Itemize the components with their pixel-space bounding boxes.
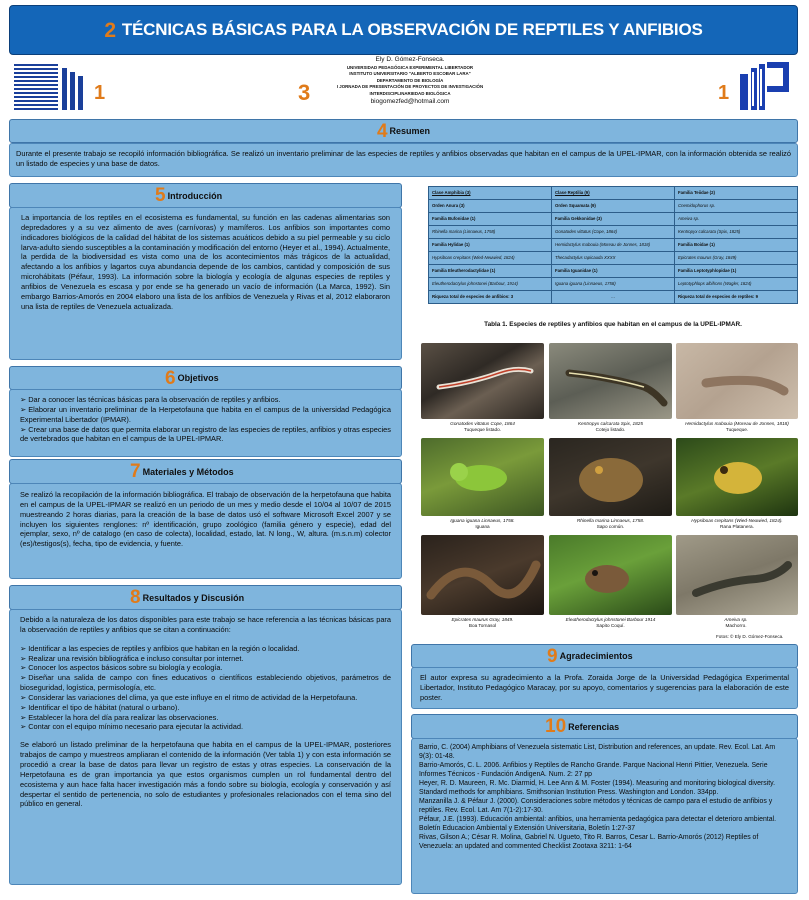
lizard-icon — [549, 343, 672, 419]
frog-icon — [676, 438, 798, 516]
materiales-heading-text: Materiales y Métodos — [142, 466, 234, 477]
table-cell: Familia Eleutherodactylidae (1) — [429, 265, 552, 278]
photo-epicrates — [421, 535, 544, 615]
photo-hemidactylus — [676, 343, 798, 419]
lizard-icon — [676, 535, 798, 615]
tecnica-item: ➢ Identificar el tipo de hábitat (natural o urbano). — [20, 703, 391, 713]
resumen-heading-text: Resumen — [389, 126, 431, 136]
tecnica-item: ➢ Contar con el equipo mínimo necesario para ejecutar la actividad. — [20, 722, 391, 732]
tecnica-item: ➢ Establecer la hora del día para realizar las observaciones. — [20, 713, 391, 723]
table-caption: Tabla 1. Especies de reptiles y anfibios que habitan en el campus de la UPEL-IPMAR. — [484, 321, 742, 328]
referencias-heading — [411, 714, 798, 739]
objetivo-item: ➢ Elaborar un inventario preliminar de la Herpetofauna que habita en el campus de la universidad Pedagógica Experimental Libertador (IPMAR). — [20, 405, 391, 425]
snake-icon — [421, 535, 544, 615]
photo-caption-title: Ameiva sp. — [724, 617, 748, 622]
table-row — [429, 226, 798, 239]
agradecimientos-number: 9 — [547, 645, 558, 667]
reference-item: Heyer, R. D. Maureen, R. Mc. Diarmid, H. Lee Ann & M. Foster (1994). Measuring and monitoring biological diversity. Standard methods for amphibians. Smithsonian Institution Press. Washington and London. 334pp. — [419, 779, 776, 796]
materiales-panel — [9, 483, 402, 579]
table-cell: Thecadactylus rapicauda XXXX — [552, 252, 675, 265]
photo-caption — [706, 617, 766, 628]
materiales-number: 7 — [130, 461, 141, 482]
referencias-heading-text: Referencias — [568, 721, 620, 732]
tecnica-item: ➢ Realizar una revisión bibliográfica e incluso consultar por internet. — [20, 654, 391, 664]
table-cell: Orden Squamata (9) — [552, 200, 675, 213]
photo-caption-sub: Cotejo listado. — [595, 426, 626, 432]
agradecimientos-heading-text: Agradecimientos — [559, 651, 633, 661]
table-cell: Leptotyphlops albifrons (Wagler, 1824) — [675, 278, 798, 291]
resumen-panel — [9, 143, 798, 177]
affiliation-3: DEPARTAMENTO DE BIOLOGÍA — [376, 77, 444, 83]
table-cell: Familia Gekkonidae (3) — [552, 213, 675, 226]
author-number: 3 — [298, 80, 311, 105]
affiliation-5: INTERDISCIPLINARIEDAD BIOLÓGICA — [369, 90, 451, 96]
affiliation-1: UNIVERSIDAD PEDAGÓGICA EXPERIMENTAL LIBERTADOR — [346, 65, 474, 70]
photo-caption — [421, 617, 544, 628]
resultados-closing: Se elaboró un listado preliminar de la herpetofauna que habita en el campus de la UPEL-IPMAR, posteriores trabajos de campo y muestreos ampliaran el contenido de la información (Ver tabla 1) y con esta información se procedió a crear la base de datos para llevar un registro de estas y otras especies. La conservación de la Herpetofauna es de gran importancia ya que estos organismos cumplen un rol fundamental dentro del ecosistema y aun hace falta hacer investigación más a fondo sobre su biología, ecología y conservación y así despertar el sentido de pertenencia, no solo de estudiantes y profesionales relacionados con el tema sino del público en general. — [20, 740, 391, 809]
materiales-text: Se realizó la recopilación de la información bibliográfica. El trabajo de observación de la herpetofauna que habita en el campus de la UPEL-IPMAR se realizó en un periodo de un mes y medio desde el 10/04 al 10/07 de 2015 muestreando 2 horas diarias, para la creación de la base de datos usó el software Microsoft Excel 2007 y se incluyen los siguientes renglones: nº identificación, grupo zoológico (familia género y especie), edad del ejemplar, sexo, nº de catalogo (en caso de colecta), localidad, estado, lat. N long., W, altura. (m.s.n.m) colector (es)/testigos(s), fecha, tipo de evidencia, y fuente. — [20, 490, 391, 549]
objetivos-heading-text: Objetivos — [177, 373, 219, 383]
agradecimientos-panel — [411, 667, 798, 709]
table-row — [429, 187, 798, 200]
resultados-number: 8 — [130, 587, 141, 608]
author-name: Ely D. Gómez-Fonseca. — [375, 56, 445, 63]
logo-right-number: 1 — [718, 82, 730, 104]
table-cell: Hypsiboas crepitans (Wied-Neuwied, 1824) — [429, 252, 552, 265]
photo-caption-title: Hypsiboas crepitans (Wied-Neuwied, 1824). — [691, 518, 783, 523]
photo-caption — [421, 518, 544, 529]
photo-gonatodes — [421, 343, 544, 419]
photo-ameiva — [676, 535, 798, 615]
objetivos-number: 6 — [165, 367, 176, 389]
photo-caption-sub: Sapo común. — [596, 523, 625, 529]
table-cell: Rhinella marina (Linnaeus, 1758) — [429, 226, 552, 239]
photo-caption-sub: Tuqueque. — [725, 426, 749, 432]
resumen-text: Durante el presente trabajo se recopiló información bibliográfica. Se realizó un inventario preliminar de las especies de reptiles y anfibios observadas que habitan en el campus de la UPEL-IPMAR, con la información obtenida se realizó un listado de especies y una base de datos. — [16, 149, 791, 168]
toad-icon — [549, 438, 672, 516]
photo-caption-sub: Iguana — [475, 523, 490, 529]
introduccion-heading — [9, 183, 402, 208]
reference-item: Barrio, C. (2004) Amphibians of Venezuela sistematic List, Distribution and references, an update. Rev. Ecol. Lat. Am 9(3): 01-48. — [419, 744, 776, 760]
resumen-number: 4 — [376, 120, 388, 142]
photo-caption-sub: Rana Platanera. — [720, 523, 754, 529]
species-table — [428, 186, 798, 304]
referencias-number: 10 — [545, 716, 567, 737]
reference-item: Barrio-Amorós, C. L. 2006. Anfibios y Reptiles de Rancho Grande. Parque Nacional Henri Pittier, Venezuela. Serie Informes Técnicos - Fundación AndigenA. Num. 2: 27 pp — [419, 761, 768, 778]
photo-caption — [549, 617, 672, 628]
introduccion-text: La importancia de los reptiles en el ecosistema es fundamental, su función en las cadenas alimentarias son depredadores y a su vez alimento de aves (carnívoras) y mamíferos. Los anfibios son importantes como indicadores biológicos de la calidad del hábitat de los sistemas acuáticos debido a su piel permeable y su ciclo larva-adulto siendo susceptibles a la contaminación y modificación del entorno (Heyer et al., 1994). Actualmente, la perdida de la biodiversidad es vista como una de los acontecimientos más trágicos de la actualidad, afectando a los anfibios y lagartos cuya abundancia depende de los cambios, cantidad y composición de sus microhábitats (Péfaur, 1993). La información sobre la biología y ecología de algunas especies de reptiles y anfibios de Venezuela es escasa y por ende se ha generado un vacío de información (La Marca, 1992). Sin embargo Barrios-Amorós en 2004 elaboro una lista de los anfibios de Venezuela y Rivas et al, 2012 elaboraron una lista de reptiles de Venezuela actualizada. — [21, 213, 390, 311]
tecnica-item: ➢ Considerar las variaciones del clima, ya que este influye en el ritmo de actividad de la Herpetofauna. — [20, 693, 391, 703]
table-row — [429, 213, 798, 226]
table-cell: Familia Teiidae (2) — [675, 187, 798, 200]
photo-kentropyx — [549, 343, 672, 419]
affiliation-4: I JORNADA DE PRESENTACIÓN DE PROYECTOS DE INVESTIGACIÓN — [336, 84, 484, 90]
photo-caption-title: Hemidactylus mabouia (Moreau de Jonnes, 1818) — [685, 421, 789, 426]
gecko-icon — [421, 343, 544, 419]
tecnica-item: ➢ Identificar a las especies de reptiles y anfibios que habitan en la región o localidad. — [20, 644, 391, 654]
table-cell: Familia Boidae (1) — [675, 239, 798, 252]
table-row — [429, 252, 798, 265]
photo-caption — [421, 421, 544, 432]
objetivos-panel — [9, 389, 402, 457]
introduccion-panel — [9, 207, 402, 360]
table-cell: Gonatodes vittatus (Cope, 1864) — [552, 226, 675, 239]
reference-item: Péfaur, J.E. (1993). Educación ambiental: anfibios, una herramienta pedagógica para detectar el deterioro ambiental. Boletín Educacion Ambiental y Extensión Universitaria, Boletín 1:27-37 — [419, 815, 777, 832]
objetivos-heading — [9, 366, 402, 390]
photo-credit: Fotos: © Ely D. Gómez-Fonseca. — [716, 634, 784, 639]
photo-caption-sub: Boa Tornasol — [468, 622, 497, 628]
poster-title — [9, 5, 798, 55]
photo-caption-sub: Tuqueque listado. — [463, 426, 502, 432]
photo-caption — [549, 421, 672, 432]
tecnica-item: ➢ Conocer los aspectos básicos sobre su biología y ecología. — [20, 663, 391, 673]
photo-caption-title: Eleutherodactylus johnstonei Barbour 1914 — [565, 617, 656, 622]
photo-caption-title: Rhinella marina Linnaeus, 1758. — [576, 518, 645, 523]
table-cell: Riqueza total de especies de reptiles: 9 — [675, 291, 798, 304]
reference-item: Manzanilla J. & Péfaur J. (2000). Consideraciones sobre métodos y técnicas de campo para el estudio de anfibios y reptiles. Rev. Ecol. Lat. Am 7(1-2):17-30. — [419, 797, 773, 814]
table-cell: Hemidactylus mabouia (Moreau de Jonnes, 1818) — [552, 239, 675, 252]
referencias-panel — [411, 738, 798, 894]
objetivo-item: ➢ Dar a conocer las técnicas básicas para la observación de reptiles y anfibios. — [20, 395, 391, 405]
photo-caption-title: Epicrates maurus Gray, 1849. — [451, 617, 514, 622]
photo-caption — [676, 518, 798, 529]
table-cell: Cnemidophorus sp. — [675, 200, 798, 213]
photo-caption-sub: Sapito Coquí. — [596, 622, 625, 628]
affiliation-2: INSTITUTO UNIVERSITARIO "ALBERTO ESCOBAR LARA" — [349, 71, 471, 77]
table-cell: Epicrates maurus (Gray, 1849) — [675, 252, 798, 265]
iguana-icon — [421, 438, 544, 516]
agradecimientos-heading — [411, 644, 798, 668]
frog-icon — [549, 535, 672, 615]
table-cell: Ameiva sp. — [675, 213, 798, 226]
ipmar-logo-icon — [736, 60, 794, 112]
author-email[interactable]: biogomezfed@hotmail.com — [370, 97, 450, 105]
table-cell: Riqueza total de especies de anfibios: 3 — [429, 291, 552, 304]
photo-caption — [549, 518, 672, 529]
photo-rhinella — [549, 438, 672, 516]
table-cell: Familia Leptotyphlopidae (1) — [675, 265, 798, 278]
photo-hypsiboas — [676, 438, 798, 516]
introduccion-number: 5 — [155, 185, 166, 206]
tecnica-item: ➢ Diseñar una salida de campo con fines educativos o científicos estableciendo objetivos, parámetros de bioseguridad, logística, permisología, etc. — [20, 673, 391, 693]
photo-caption-title: Gonatodes vittatus Cope, 1864 — [450, 421, 515, 426]
introduccion-heading-text: Introducción — [167, 190, 223, 201]
table-cell: Familia Bufonidae (1) — [429, 213, 552, 226]
table-cell: Iguana iguana (Linnaeus, 1758) — [552, 278, 675, 291]
title-text: TÉCNICAS BÁSICAS PARA LA OBSERVACIÓN DE REPTILES Y ANFIBIOS — [121, 20, 703, 39]
photo-iguana — [421, 438, 544, 516]
photo-caption — [676, 421, 798, 432]
reference-item: Rivas, Gilson A.; César R. Molina, Gabriel N. Ugueto, Tito R. Barros, Cesar L. Barrio-Amorós (2012) Reptiles of Venezuela: an updated and commented Checklist Zootaxa 3211: 1-64 — [419, 833, 759, 850]
photo-caption-title: Iguana iguana Linnaeus, 1758. — [450, 518, 515, 523]
table-cell: Clase Amphibia (3) — [429, 187, 552, 200]
resultados-panel — [9, 609, 402, 885]
table-row — [429, 278, 798, 291]
table-cell: Eleutherodactylus johnstonei (Barbour, 1914) — [429, 278, 552, 291]
agradecimientos-text: El autor expresa su agradecimiento a la Profa. Zoraida Jorge de la Universidad Pedagógica Experimental Libertador, Instituto Pedagógico Maracay, por su apoyo, comentarios y sugerencias para la elaboración de este poster. — [420, 673, 789, 702]
table-cell: Familia Iguanidae (1) — [552, 265, 675, 278]
gecko-icon — [676, 343, 798, 419]
table-row — [429, 239, 798, 252]
logo-left-number: 1 — [94, 82, 106, 104]
resultados-heading-text: Resultados y Discusión — [142, 592, 245, 603]
author-block — [320, 56, 500, 105]
table-cell: Familia Hylidae (1) — [429, 239, 552, 252]
photo-caption-sub: Machorro. — [725, 622, 747, 628]
table-row — [429, 265, 798, 278]
table-cell: ... — [552, 291, 675, 304]
table-cell: Orden Anura (3) — [429, 200, 552, 213]
ipmar-logo-right — [736, 60, 794, 112]
resultados-heading — [9, 585, 402, 610]
objetivo-item: ➢ Crear una base de datos que permita elaborar un registro de las especies de reptiles, anfibios y otras especies de vertebrados que habitan en el campus de la UPEL-IPMAR. — [20, 425, 391, 445]
materiales-heading — [9, 459, 402, 484]
resultados-intro: Debido a la naturaleza de los datos disponibles para este trabajo se hace referencia a las técnicas básicas para la observación de reptiles y anfibios que se citan a continuación: — [20, 615, 391, 634]
photo-eleutherodactylus — [549, 535, 672, 615]
table-row — [429, 200, 798, 213]
upel-logo-icon — [12, 62, 86, 112]
table-cell: Clase Reptilia (9) — [552, 187, 675, 200]
photo-caption-title: Kentropyx calcarata Spix, 1825 — [578, 421, 643, 426]
table-cell: Kentropyx calcarata (Spix, 1825) — [675, 226, 798, 239]
upel-logo-left — [12, 62, 86, 112]
title-number: 2 — [104, 18, 116, 42]
resumen-heading — [9, 119, 798, 143]
table-row — [429, 291, 798, 304]
